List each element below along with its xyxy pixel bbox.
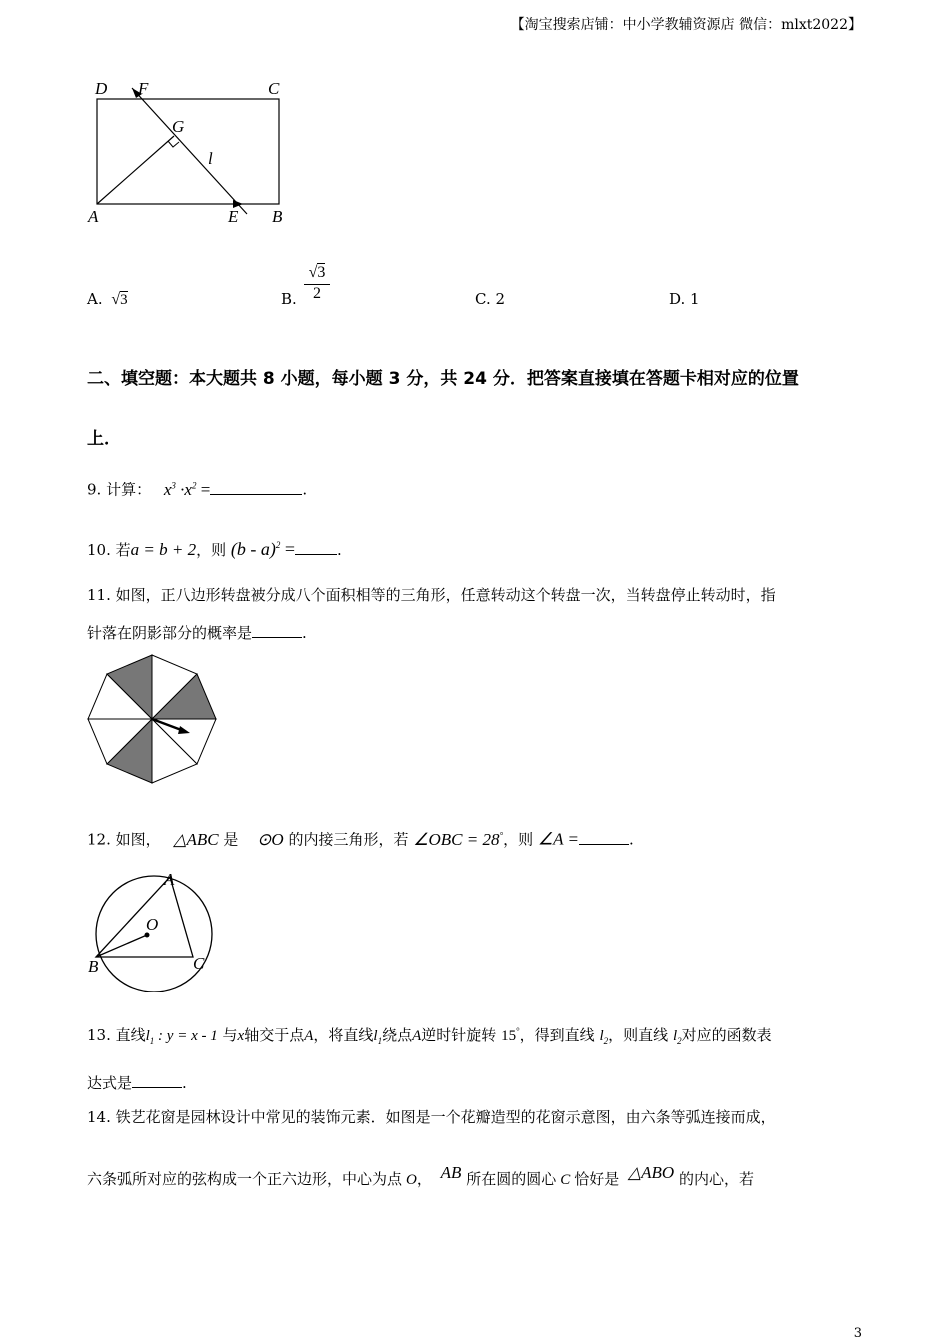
q13-l1: l — [145, 1028, 150, 1044]
q13-degsym: ° — [516, 1026, 520, 1036]
q13-l2: l — [599, 1028, 604, 1044]
q13-sub2b: 2 — [677, 1036, 682, 1046]
label-f: F — [138, 79, 149, 98]
q11-end: . — [302, 624, 307, 642]
q14-line1: 14. 铁艺花窗是园林设计中常见的装饰元素．如图是一个花瓣造型的花窗示意图，由六条等弧连接而成， — [87, 1108, 776, 1126]
q12-end: . — [628, 830, 634, 849]
option-c: C. 2 — [475, 290, 506, 308]
q13-prefix: 13. 直线 — [87, 1026, 146, 1044]
q12-angle: ∠OBC = 28 — [413, 829, 500, 849]
q14-line2 — [87, 1162, 754, 1197]
q13-deg15: 15 — [501, 1028, 517, 1044]
q11-answer-blank[interactable] — [252, 623, 302, 638]
q14-line2c: 恰好是 — [574, 1170, 620, 1188]
q12-inscribed: 的内接三角形，若 — [288, 830, 409, 849]
q10-eq: = — [284, 539, 296, 559]
sqrt-icon: √ — [308, 264, 318, 281]
q12-then: ，则 — [503, 830, 534, 849]
label-a: A — [88, 207, 99, 226]
q13-end: . — [182, 1074, 187, 1092]
triangle-abc — [96, 877, 193, 957]
section-heading-line1: 二、填空题：本大题共 8 小题，每小题 3 分，共 24 分．把答案直接填在答题卡相对应的位置 — [87, 369, 799, 389]
q13-x: x — [237, 1028, 245, 1044]
q14-line2b: 所在圆的圆心 — [466, 1170, 557, 1188]
q9-exp2: 2 — [191, 480, 197, 490]
q13-l2b: l — [672, 1028, 678, 1044]
q11-line2-text: 针落在阴影部分的概率是 — [87, 624, 253, 642]
label-a: A — [164, 870, 175, 889]
label-d: D — [95, 79, 108, 98]
q9-x2: x — [184, 479, 192, 499]
q12-prefix: 12. 如图， — [87, 830, 161, 849]
line-l — [132, 88, 247, 214]
figure-circle-abc — [84, 868, 224, 992]
q13-point-a2: A — [412, 1028, 422, 1044]
q12-circle: ⊙O — [257, 829, 284, 849]
sqrt-icon: √ — [111, 291, 121, 308]
figure-rectangle-abcd — [80, 72, 320, 232]
q14-line2a: 六条弧所对应的弦构成一个正六边形，中心为点 — [87, 1170, 403, 1188]
q9-eq: = — [200, 479, 211, 499]
q13-line2-text: 达式是 — [87, 1074, 133, 1092]
q9-x1: x — [163, 479, 172, 499]
question-12 — [87, 818, 634, 857]
option-a-label: A. — [87, 290, 103, 308]
q11-line2 — [87, 622, 307, 643]
option-b — [281, 290, 297, 308]
q14-comma: ， — [416, 1170, 432, 1188]
q10-prefix: 10. 若 — [87, 541, 131, 559]
q13-answer-blank[interactable] — [132, 1073, 182, 1088]
q13-around: 绕点 — [382, 1026, 413, 1044]
option-a-value: 3 — [120, 292, 128, 308]
q13-sub1: 1 — [149, 1036, 155, 1046]
option-b-label: B. — [281, 290, 297, 308]
option-b-denominator: 2 — [313, 285, 321, 302]
label-c: C — [193, 954, 205, 973]
q13-intersect: 与 — [222, 1026, 238, 1044]
q9-exp3: 3 — [171, 480, 176, 490]
label-g: G — [172, 117, 185, 136]
q13-get: ，得到直线 — [519, 1026, 595, 1044]
q14-line2d: 的内心，若 — [678, 1170, 754, 1188]
q12-deg: ° — [499, 830, 504, 840]
section-heading-line2: 上． — [87, 429, 121, 449]
q10-condition: a = b + 2 — [130, 540, 197, 559]
q12-is: 是 — [223, 830, 239, 849]
question-10 — [87, 528, 342, 567]
segment-bo — [96, 935, 147, 957]
q14-triangle: △ABO — [628, 1163, 675, 1182]
question-13 — [87, 1014, 772, 1058]
q13-l1b: l — [373, 1028, 378, 1044]
q13-sub2: 2 — [603, 1036, 609, 1046]
figure-octagon-spinner — [84, 651, 220, 787]
q12-answer-blank[interactable] — [579, 830, 629, 845]
q11-line1: 11. 如图，正八边形转盘被分成八个面积相等的三角形，任意转动这个转盘一次，当转盘停止转动时，指 — [87, 586, 776, 604]
option-b-numerator: 3 — [317, 264, 326, 281]
rect-abcd — [97, 99, 279, 204]
label-o: O — [146, 915, 159, 934]
q13-point-a: A — [304, 1028, 314, 1044]
segment-ag — [97, 136, 174, 204]
option-b-fraction — [304, 264, 330, 303]
q10-exp: 2 — [275, 540, 281, 550]
q12-angle-a: ∠A = — [537, 829, 579, 849]
option-d: D. 1 — [669, 290, 700, 308]
q13-rotate-text: ，将直线 — [313, 1026, 374, 1044]
q14-point-c: C — [560, 1172, 571, 1188]
q10-mid: ，则 — [196, 541, 227, 559]
q13-line2 — [87, 1072, 187, 1093]
label-l: l — [208, 149, 213, 168]
q13-equation: : y = x - 1 — [154, 1028, 218, 1044]
q10-end: . — [337, 541, 342, 559]
q13-func: 对应的函数表 — [681, 1026, 772, 1044]
q13-sub1b: 1 — [377, 1036, 383, 1046]
q9-end: . — [302, 480, 308, 499]
right-angle-g — [168, 141, 179, 147]
page-number: 3 — [853, 1326, 862, 1341]
q13-axis-text: 轴交于点 — [244, 1026, 305, 1044]
q14-point-o: O — [406, 1172, 417, 1188]
q10-expression: (b - a) — [230, 539, 276, 559]
header-shop-note: 【淘宝搜索店铺：中小学教辅资源店 微信：mlxt2022】 — [510, 17, 862, 33]
q9-dot: · — [180, 479, 185, 499]
option-a — [87, 290, 128, 309]
q9-answer-blank[interactable] — [210, 480, 302, 495]
question-9 — [87, 470, 307, 505]
q9-prefix: 9. 计算： — [87, 480, 152, 499]
label-b: B — [272, 207, 283, 226]
label-b: B — [88, 957, 99, 976]
q13-ccw: 逆时针旋转 — [421, 1026, 497, 1044]
q10-answer-blank[interactable] — [295, 540, 337, 555]
label-c: C — [268, 79, 280, 98]
q14-arc-ab: AB — [440, 1163, 462, 1182]
q12-triangle: △ABC — [173, 829, 219, 849]
label-e: E — [228, 207, 239, 226]
q13-then-line: ，则直线 — [608, 1026, 669, 1044]
